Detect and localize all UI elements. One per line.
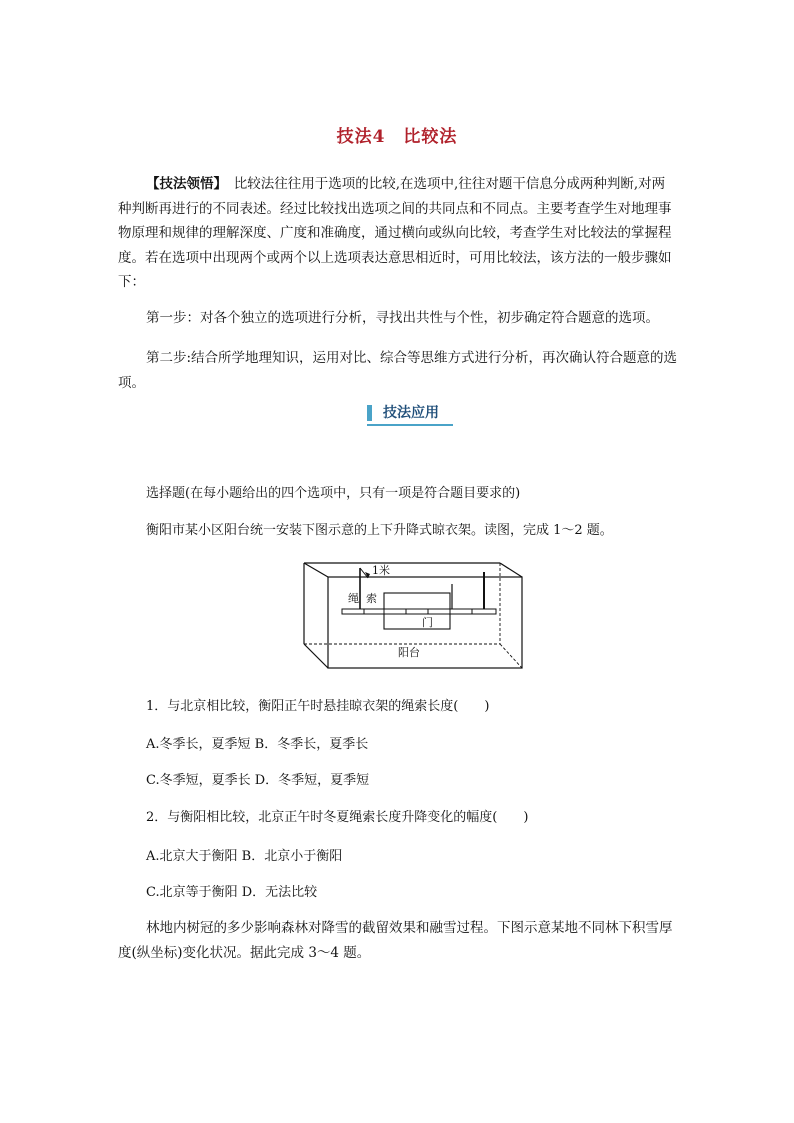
meter-label: 1米: [372, 564, 390, 577]
clothes-rack-figure: [302, 560, 524, 670]
question-1-options-ab: A.冬季长，夏季短 B．冬季长，夏季长: [146, 737, 369, 752]
question-1-options-cd: C.冬季短，夏季长 D．冬季短，夏季短: [146, 773, 370, 788]
question-1-stem: 1．与北京相比较，衡阳正午时悬挂晾衣架的绳索长度( ): [146, 699, 490, 714]
page-title: 技法4 比较法: [336, 127, 458, 147]
balcony-top-right-edge: [500, 563, 522, 577]
question-2-stem: 2．与衡阳相比较，北京正午时冬夏绳索长度升降变化的幅度( ): [146, 810, 529, 825]
intro-paragraph: [118, 172, 678, 295]
door-label: 门: [422, 616, 433, 629]
step-two-paragraph: 第二步:结合所学地理知识，运用对比、综合等思维方式进行分析，再次确认符合题意的选项。: [118, 350, 678, 391]
intro-text: 比较法往往用于选项的比较,在选项中,往往对题干信息分成两种判断,对两种判断再进行的不同表述。经过比较找出选项之间的共同点和不同点。主要考查学生对地理事物原理和规律的理解深度、广度和准确度，通过横向或纵向比较，考查学生对比较法的掌握程度。若在选项中出现两个或两个以上选项表达意思相近时，可用比较法，该方法的一般步骤如下：: [118, 176, 672, 290]
intro-tag: 【技法领悟】: [146, 176, 221, 192]
passage-two: 林地内树冠的多少影响森林对降雪的截留效果和融雪过程。下图示意某地不同林下积雪厚度(纵坐标)变化状况。据此完成 3～4 题。: [118, 920, 673, 961]
balcony-bottom-left-edge: [304, 644, 328, 668]
choice-instructions: 选择题(在每小题给出的四个选项中，只有一项是符合题目要求的): [146, 486, 521, 501]
question-2-options-cd: C.北京等于衡阳 D．无法比较: [146, 885, 318, 900]
section-bar-icon: [367, 405, 372, 421]
section-underline: [367, 424, 453, 426]
hidden-bottom-right-edge: [500, 644, 522, 668]
step-one-paragraph: 第一步：对各个独立的选项进行分析，寻找出共性与个性，初步确定符合题意的选项。: [146, 310, 659, 326]
clothes-rail: [342, 609, 496, 614]
balcony-top-left-edge: [304, 563, 328, 577]
rope-label-1: 绳: [348, 592, 359, 605]
section-heading-text: 技法应用: [383, 405, 439, 421]
passage-one: 衡阳市某小区阳台统一安装下图示意的上下升降式晾衣架。读图，完成 1～2 题。: [146, 523, 613, 538]
balcony-diagram: [302, 560, 524, 670]
balcony-label: 阳台: [398, 646, 420, 659]
question-2-options-ab: A.北京大于衡阳 B．北京小于衡阳: [146, 849, 343, 864]
rope-label-2: 索: [366, 592, 377, 605]
